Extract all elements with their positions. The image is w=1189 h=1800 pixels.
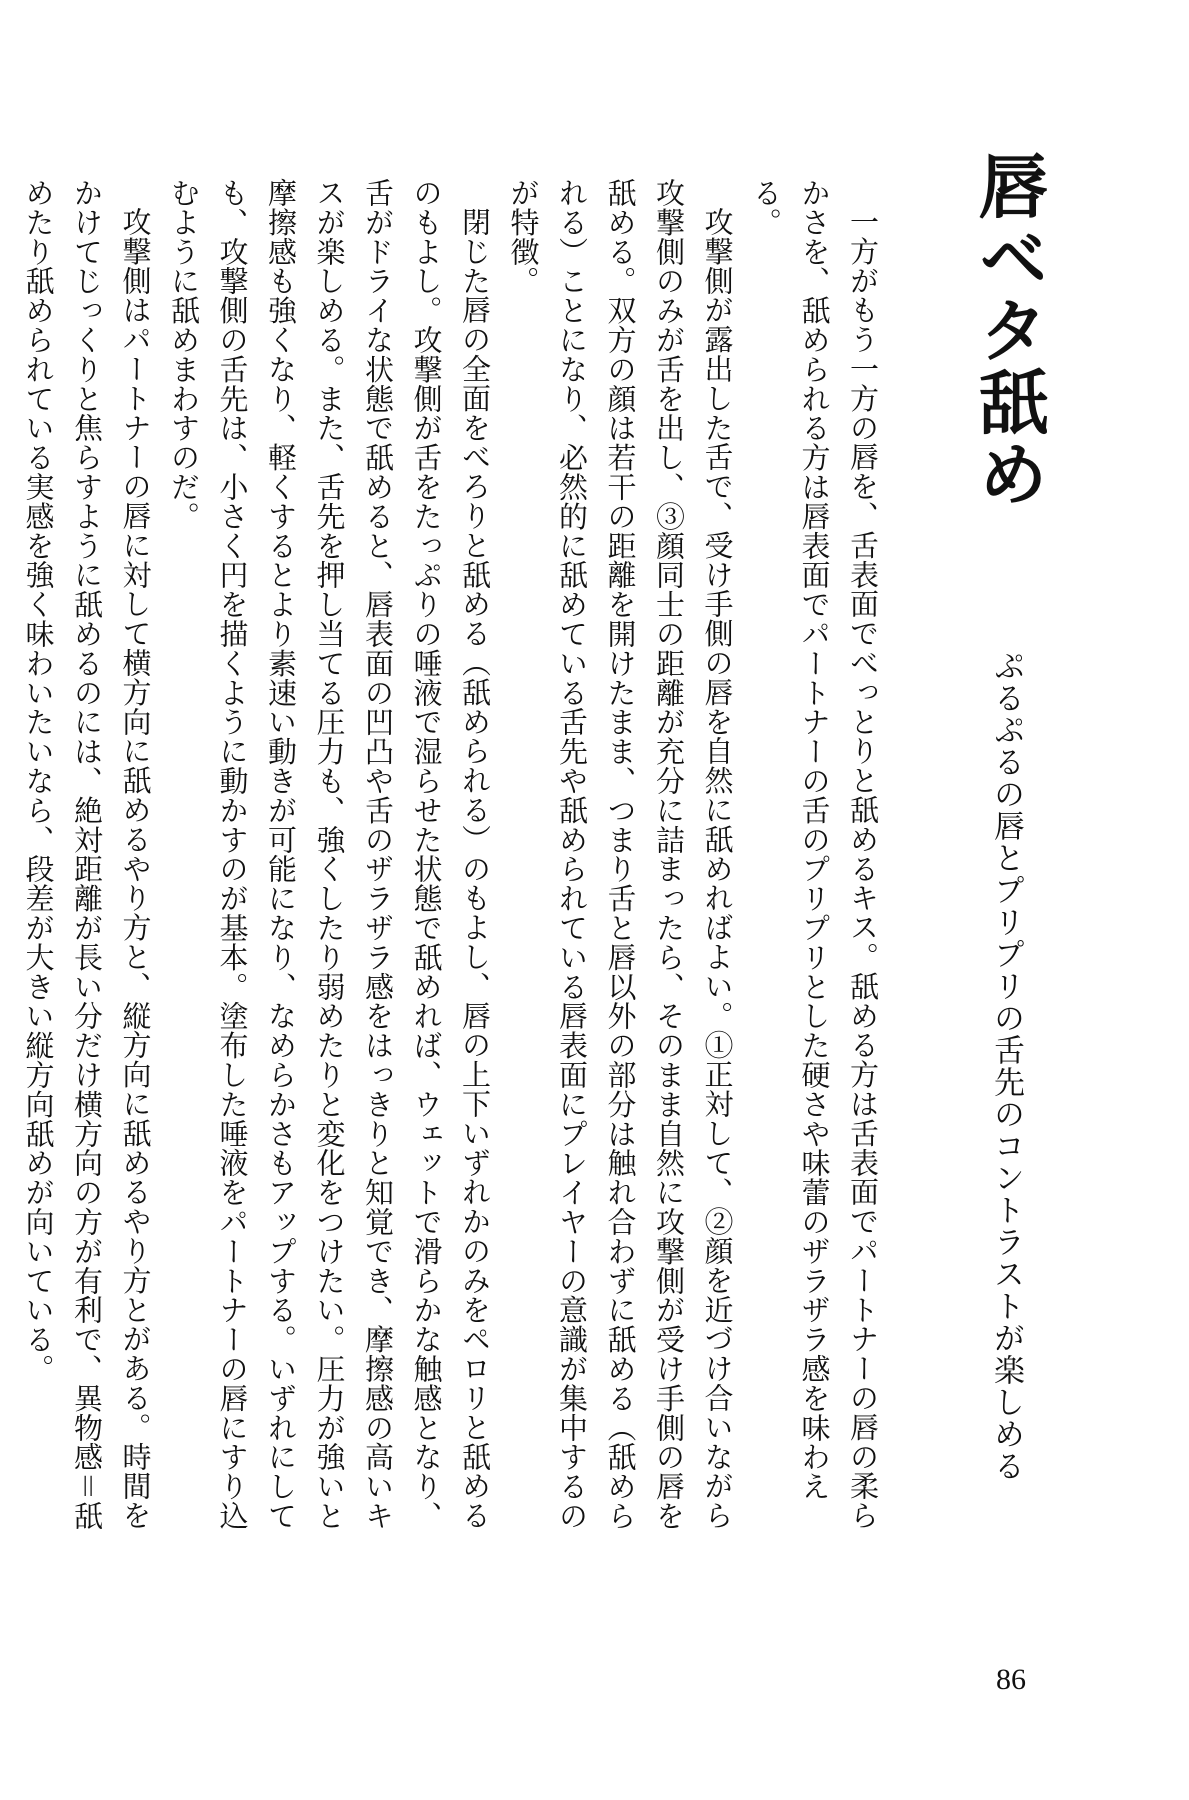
page-number: 86: [996, 1663, 1026, 1696]
paragraph: 攻撃側が露出した舌で、受け手側の唇を自然に舐めればよい。①正対して、②顔を近づけ合いながら攻撃側のみが舌を出し、③顔同士の距離が充分に詰まったら、そのまま自然に攻撃側が受け手側の唇を舐める。双方の顔は若干の距離を開けたまま、つまり舌と唇以外の部分は触れ合わずに舐める（舐められる）ことになり、必然的に舐めている舌先や舐められている唇表面にプレイヤーの意識が集中するのが特徴。: [506, 178, 735, 1531]
page-title: 唇ベタ舐め: [967, 150, 1049, 510]
body-text: [14, 178, 887, 1558]
paragraph: 閉じた唇の全面をべろりと舐める（舐められる）のもよし、唇の上下いずれかのみをペロリと舐めるのもよし。攻撃側が舌をたっぷりの唾液で湿らせた状態で舐めれば、ウェットで滑らかな触感となり、舌がドライな状態で舐めると、唇表面の凹凸や舌のザラザラ感をはっきりと知覚でき、摩擦感の高いキスが楽しめる。また、舌先を押し当てる圧力も、強くしたり弱めたりと変化をつけたい。圧力が強いと摩擦感も強くなり、軽くするとより素速い動きが可能になり、なめらかさもアップする。いずれにしても、攻撃側の舌先は、小さく円を描くように動かすのが基本。塗布した唾液をパートナーの唇にすり込むように舐めまわすのだ。: [167, 178, 492, 1531]
paragraph: 一方がもう一方の唇を、舌表面でべっとりと舐めるキス。舐める方は舌表面でパートナーの唇の柔らかさを、舐められる方は唇表面でパートナーの舌のプリプリとした硬さや味蕾のザラザラ感を味わえる。: [749, 178, 880, 1530]
page-subtitle: ぷるぷるの唇とプリプリの舌先のコントラストが楽しめる: [988, 650, 1024, 1482]
paragraph: 攻撃側はパートナーの唇に対して横方向に舐めるやり方と、縦方向に舐めるやり方とがある。時間をかけてじっくりと焦らすように舐めるのには、絶対距離が長い分だけ横方向の方が有利で、異物感＝舐めたり舐められている実感を強く味わいたいなら、段差が大きい縦方向舐めが向いている。: [21, 178, 153, 1531]
